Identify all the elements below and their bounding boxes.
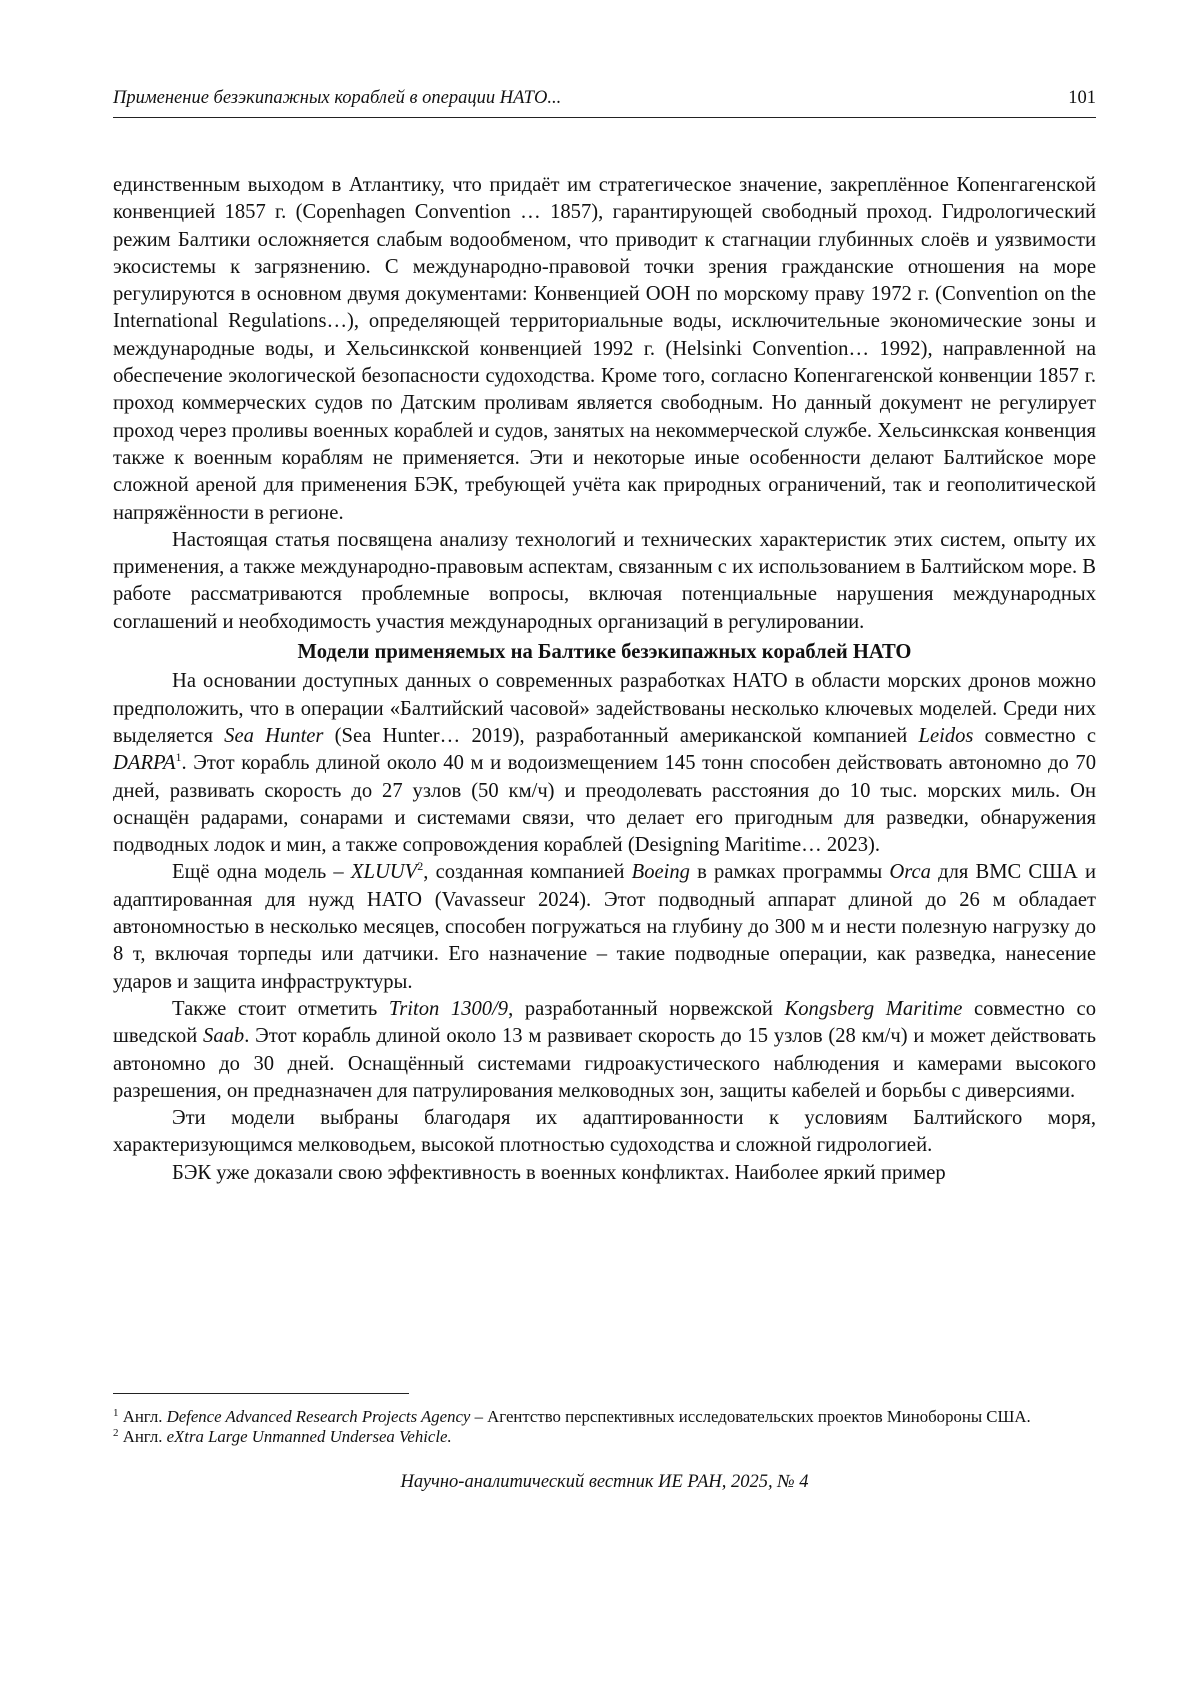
- footnote-number: 2: [113, 1427, 119, 1439]
- text-run: совместно с: [973, 724, 1096, 747]
- text-run: Англ.: [118, 1407, 167, 1426]
- footnote-2: [113, 1427, 1096, 1447]
- article-body: [113, 172, 1096, 1187]
- italic-term: DARPA: [113, 752, 176, 775]
- text-run: . Этот корабль длиной около 13 м развивает скорость до 15 узлов (28 км/ч) и может действовать автономно до 30 дней. Оснащённый системами гидроакустического наблюдения и камерами высокого разрешения, он предназначен для патрулирования мелководных зон, защиты кабелей и борьбы с диверсиями.: [113, 1025, 1097, 1102]
- paragraph-3: [113, 668, 1096, 859]
- text-run: , созданная компанией: [423, 861, 632, 884]
- section-heading: Модели применяемых на Балтике безэкипажных кораблей НАТО: [297, 641, 912, 664]
- paragraph-4: [113, 859, 1096, 995]
- text-run: Англ.: [118, 1427, 167, 1446]
- text-run: в рамках программы: [689, 861, 890, 884]
- italic-term: Defence Advanced Research Projects Agency: [166, 1407, 471, 1426]
- paragraph-7: БЭК уже доказали свою эффективность в военных конфликтах. Наиболее яркий пример: [172, 1161, 946, 1184]
- journal-footer: Научно-аналитический вестник ИЕ РАН, 2025, № 4: [400, 1472, 809, 1492]
- italic-term: Triton 1300/9: [388, 997, 509, 1020]
- italic-term: Kongsberg Maritime: [784, 997, 963, 1020]
- italic-term: Saab: [203, 1025, 245, 1048]
- text-run: – Агентство перспективных исследовательских проектов Минобороны США.: [470, 1407, 1031, 1426]
- paragraph-1: единственным выходом в Атлантику, что придаёт им стратегическое значение, закреплённое Копенгагенской конвенцией 1857 г. (Copenhagen Convention … 1857), гарантирующей свободный проход. Гидрологический режим Балтики осложняется слабым водообменом, что приводит к стагнации глубинных слоёв и уязвимости экосистемы к загрязнению. С международно-правовой точки зрения гражданские отношения на море регулируются в основном двумя документами: Конвенцией ООН по морскому праву 1972 г. (Convention on the International Regulations…), определяющей территориальные воды, исключительные экономические зоны и международные воды, и Хельсинкской конвенцией 1992 г. (Helsinki Convention… 1992), направленной на обеспечение экологической безопасности судоходства. Кроме того, согласно Копенгагенской конвенции 1857 г. проход коммерческих судов по Датским проливам является свободным. Но данный документ не регулирует проход через проливы военных кораблей и судов, занятых на некоммерческой службе. Хельсинкская конвенция также к военным кораблям не применяется. Эти и некоторые иные особенности делают Балтийское море сложной ареной для применения БЭК, требующей учёта как природных ограничений, так и геополитической напряжённости в регионе.: [113, 174, 1096, 524]
- text-run: . Этот корабль длиной около 40 м и водоизмещением 145 тонн способен действовать автономно до 70 дней, развивать скорость до 27 узлов (50 км/ч) и преодолевать расстояния до 10 тыс. морских миль. Он оснащён радарами, сонарами и системами связи, что делает его пригодным для разведки, обнаружения подводных лодок и мин, а также сопровождения кораблей (Designing Maritime… 2023).: [113, 752, 1096, 857]
- italic-term: Boeing: [631, 861, 690, 884]
- text-run: Также стоит отметить: [172, 997, 389, 1020]
- running-title: Применение безэкипажных кораблей в операции НАТО...: [113, 88, 562, 108]
- text-run: , разработанный норвежской: [508, 997, 785, 1020]
- header-rule: [113, 117, 1096, 118]
- running-header: [113, 88, 1096, 109]
- italic-term: XLUUV: [350, 861, 418, 884]
- footnote-1: [113, 1407, 1096, 1427]
- paragraph-5: [113, 996, 1096, 1105]
- footnote-rule: [113, 1393, 409, 1394]
- footnote-number: 1: [113, 1407, 119, 1419]
- text-run: совместно со шведской: [113, 997, 1096, 1048]
- paragraph-2: Настоящая статья посвящена анализу технологий и технических характеристик этих систем, опыту их применения, а также международно-правовым аспектам, связанным с их использованием в Балтийском море. В работе рассматриваются проблемные вопросы, включая потенциальные нарушения международных соглашений и необходимость участия международных организаций в регулировании.: [113, 528, 1096, 633]
- footnote-ref-2[interactable]: 2: [417, 859, 424, 874]
- text-run: для ВМС США и адаптированная для нужд НАТО (Vavasseur 2024). Этот подводный аппарат длиной до 26 м обладает автономностью в несколько месяцев, способен погружаться на глубину до 300 м и нести полезную нагрузку до 8 т, включая торпеды или датчики. Его назначение – такие подводные операции, как разведка, нанесение ударов и защита инфраструктуры.: [113, 861, 1096, 993]
- footnotes: [113, 1407, 1096, 1447]
- page-number: 101: [1068, 88, 1096, 108]
- paragraph-6: Эти модели выбраны благодаря их адаптированности к условиям Балтийского моря, характеризующимся мелководьем, высокой плотностью судоходства и сложной гидрологией.: [113, 1107, 1096, 1157]
- footnote-ref-1[interactable]: 1: [175, 750, 182, 765]
- italic-term: Leidos: [918, 724, 974, 747]
- italic-term: Sea Hunter: [224, 724, 324, 747]
- text-run: (Sea Hunter… 2019), разработанный американской компанией: [323, 724, 919, 747]
- italic-term: Orca: [889, 861, 931, 884]
- text-run: На основании доступных данных о современных разработках НАТО в области морских дронов можно предположить, что в операции «Балтийский часовой» задействованы несколько ключевых моделей. Среди них выделяется: [113, 670, 1096, 747]
- text-run: Ещё одна модель –: [172, 861, 351, 884]
- italic-term: eXtra Large Unmanned Undersea Vehicle.: [166, 1427, 452, 1446]
